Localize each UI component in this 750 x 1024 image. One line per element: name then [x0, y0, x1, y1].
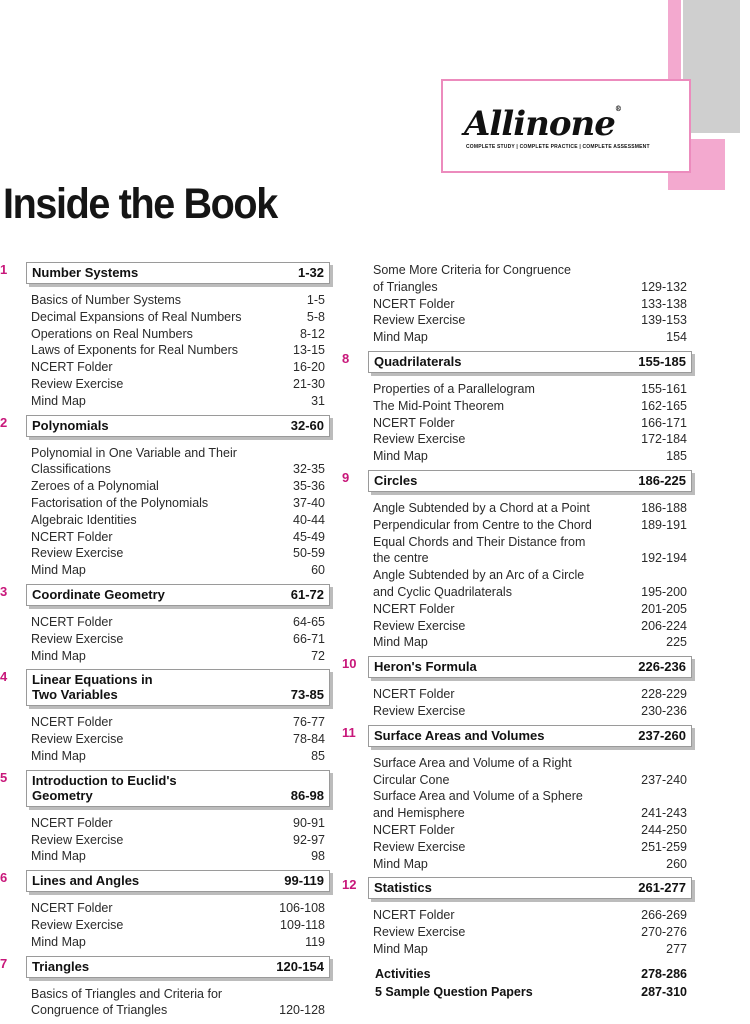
topic-row — [373, 415, 692, 432]
topic-label: Angle Subtended by an Arc of a Circle and Cyclic Quadrilaterals — [373, 568, 585, 599]
chapter-block — [342, 877, 692, 962]
topic-row — [31, 342, 330, 359]
topic-label: Algebraic Identities — [31, 512, 137, 527]
chapter-block — [0, 770, 330, 870]
chapter-pages: 226-236 — [638, 659, 686, 675]
topic-label: Review Exercise — [373, 432, 466, 447]
topic-pages: 37-40 — [293, 495, 325, 510]
page-title: Inside the Book — [3, 180, 277, 228]
topic-label: Mind Map — [373, 449, 428, 464]
topic-row — [373, 941, 692, 958]
topic-label: Properties of a Parallelogram — [373, 381, 535, 396]
topic-pages: 31 — [311, 393, 325, 408]
topic-label: Mind Map — [31, 393, 86, 408]
extra-row — [375, 983, 692, 1001]
topic-pages: 206-224 — [641, 618, 687, 633]
topic-row — [31, 545, 330, 562]
chapter-number: 2 — [0, 414, 8, 430]
topic-pages: 186-188 — [641, 500, 687, 515]
chapter-block — [0, 584, 330, 669]
topic-row — [373, 601, 692, 618]
chapter-block — [0, 262, 330, 415]
topic-row — [373, 788, 692, 822]
chapter-block — [0, 669, 330, 769]
chapter-number: 8 — [342, 350, 350, 366]
topic-row — [31, 359, 330, 376]
topic-row — [373, 924, 692, 941]
extra-pages: 287-310 — [641, 984, 687, 999]
topic-row — [31, 309, 330, 326]
topic-label: Mind Map — [31, 648, 86, 663]
topic-row — [31, 900, 330, 917]
topic-row — [31, 614, 330, 631]
topic-label: Mind Map — [373, 856, 428, 871]
topic-row — [373, 381, 692, 398]
chapter-block — [342, 470, 692, 656]
topic-list — [373, 899, 692, 962]
topic-pages: 32-35 — [293, 462, 325, 477]
topic-label: The Mid-Point Theorem — [373, 398, 505, 413]
chapter-pages: 237-260 — [638, 727, 686, 743]
topic-label: Basics of Number Systems — [31, 293, 182, 307]
topic-pages: 155-161 — [641, 381, 687, 396]
extra-label: Activities — [375, 966, 431, 981]
topic-label: Mind Map — [373, 635, 428, 650]
topic-pages: 98 — [311, 849, 325, 864]
topic-label: NCERT Folder — [31, 529, 113, 544]
topic-row — [31, 529, 330, 546]
contents-left-column — [0, 262, 330, 1024]
topic-list — [31, 606, 330, 669]
topic-pages: 50-59 — [293, 546, 325, 561]
topic-row — [31, 731, 330, 748]
topic-list — [373, 678, 692, 725]
decorative-grey-block — [683, 0, 740, 133]
topic-row — [373, 329, 692, 346]
topic-label: NCERT Folder — [373, 415, 455, 430]
brand-tagline: COMPLETE STUDY | COMPLETE PRACTICE | COMPLETE ASSESSMENT — [466, 144, 650, 150]
topic-label: Mind Map — [31, 849, 86, 864]
topic-row — [373, 500, 692, 517]
topic-row — [373, 839, 692, 856]
chapter-heading — [26, 870, 330, 892]
topic-pages: 92-97 — [293, 832, 325, 847]
topic-pages: 85 — [311, 748, 325, 763]
chapter-heading — [368, 725, 692, 747]
topic-pages: 78-84 — [293, 732, 325, 747]
topic-label: Review Exercise — [373, 618, 466, 633]
topic-label: NCERT Folder — [373, 687, 455, 702]
chapter-number: 6 — [0, 870, 8, 886]
topic-label: Review Exercise — [31, 732, 124, 747]
topic-row — [31, 648, 330, 665]
topic-row — [373, 296, 692, 313]
topic-label: Review Exercise — [31, 376, 124, 391]
topic-row — [31, 512, 330, 529]
topic-pages: 72 — [311, 648, 325, 663]
topic-row — [373, 856, 692, 873]
topic-label: Equal Chords and Their Distance from the centre — [373, 534, 586, 566]
topic-pages: 21-30 — [293, 376, 325, 391]
chapter-heading — [26, 415, 330, 437]
topic-pages: 237-240 — [641, 772, 687, 787]
topic-pages: 60 — [311, 563, 325, 578]
topic-row — [373, 312, 692, 329]
topic-label: Decimal Expansions of Real Numbers — [31, 309, 242, 324]
topic-label: NCERT Folder — [373, 908, 455, 923]
topic-label: Review Exercise — [373, 925, 466, 940]
topic-row — [373, 686, 692, 703]
topic-pages: 154 — [666, 330, 687, 345]
topic-label: NCERT Folder — [31, 901, 113, 916]
topic-pages: 201-205 — [641, 601, 687, 616]
chapter-number: 9 — [342, 469, 350, 485]
topic-pages: 241-243 — [641, 806, 687, 821]
topic-pages: 120-128 — [279, 1003, 325, 1018]
extra-row — [375, 965, 692, 983]
chapter-number: 5 — [0, 769, 8, 785]
topic-pages: 230-236 — [641, 703, 687, 718]
topic-label: NCERT Folder — [31, 715, 113, 730]
topic-row — [31, 631, 330, 648]
chapter-pages: 86-98 — [290, 787, 324, 803]
brand-logo — [464, 104, 621, 144]
topic-label: NCERT Folder — [31, 360, 113, 375]
topic-label: Review Exercise — [373, 313, 466, 328]
chapter-pages: 99-119 — [284, 873, 324, 889]
topic-label: Laws of Exponents for Real Numbers — [31, 343, 239, 358]
chapter-number: 11 — [342, 724, 356, 740]
chapter-title: Introduction to Euclid's Geometry — [32, 772, 177, 803]
chapter-heading — [368, 351, 692, 373]
chapter-pages: 155-185 — [638, 353, 686, 369]
topic-list — [31, 284, 330, 415]
topic-pages: 251-259 — [641, 839, 687, 854]
topic-row — [373, 398, 692, 415]
chapter-pages: 73-85 — [290, 687, 324, 703]
topic-pages: 13-15 — [293, 343, 325, 358]
chapter-block — [0, 870, 330, 955]
chapter-title: Polynomials — [32, 417, 109, 433]
topic-label: Basics of Triangles and Criteria for Congruence of Triangles — [31, 986, 223, 1018]
topic-list — [373, 492, 692, 656]
topic-row — [31, 326, 330, 343]
topic-pages: 109-118 — [280, 917, 325, 932]
chapter-number: 7 — [0, 955, 8, 971]
topic-list — [373, 747, 692, 878]
topic-label: Angle Subtended by a Chord at a Point — [373, 500, 590, 515]
topic-label: Zeroes of a Polynomial — [31, 479, 159, 494]
topic-row — [373, 517, 692, 534]
topic-pages: 90-91 — [293, 815, 325, 830]
topic-pages: 260 — [666, 856, 687, 871]
topic-row — [31, 848, 330, 865]
chapter-pages: 261-277 — [638, 880, 686, 896]
topic-row — [373, 431, 692, 448]
topic-label: Review Exercise — [31, 631, 124, 646]
topic-pages: 266-269 — [641, 908, 687, 923]
chapter-title: Coordinate Geometry — [32, 586, 165, 602]
chapter-title: Statistics — [374, 880, 432, 896]
topic-row — [31, 832, 330, 849]
topic-pages: 185 — [666, 449, 687, 464]
topic-row — [31, 917, 330, 934]
topic-row — [373, 822, 692, 839]
topic-pages: 119 — [305, 934, 325, 949]
chapter-pages: 120-154 — [276, 958, 324, 974]
topic-pages: 270-276 — [641, 925, 687, 940]
topic-label: Review Exercise — [31, 832, 124, 847]
topic-pages: 189-191 — [641, 517, 687, 532]
chapter-pages: 32-60 — [290, 417, 324, 433]
chapter-heading — [368, 656, 692, 678]
topic-pages: 129-132 — [641, 279, 687, 294]
topic-pages: 166-171 — [641, 415, 687, 430]
topic-row — [373, 262, 692, 296]
topic-pages: 192-194 — [641, 551, 687, 566]
topic-row — [373, 703, 692, 720]
topic-label: NCERT Folder — [31, 614, 113, 629]
topic-list — [373, 373, 692, 470]
topic-row — [373, 755, 692, 789]
topic-list — [31, 892, 330, 955]
chapter-pages: 61-72 — [290, 586, 324, 602]
topic-row — [373, 634, 692, 651]
topic-label: Mind Map — [373, 941, 428, 956]
topic-pages: 35-36 — [293, 479, 325, 494]
chapter-number: 3 — [0, 583, 8, 599]
chapter-title: Quadrilaterals — [374, 353, 462, 369]
topic-row — [373, 907, 692, 924]
topic-label: Mind Map — [31, 563, 86, 578]
topic-label: Mind Map — [31, 748, 86, 763]
topic-label: Mind Map — [31, 934, 86, 949]
chapter-block — [0, 415, 330, 584]
topic-pages: 162-165 — [641, 398, 687, 413]
chapter-block — [342, 351, 692, 470]
chapter-title: Surface Areas and Volumes — [374, 727, 545, 743]
topic-pages: 1-5 — [306, 293, 325, 307]
topic-label: NCERT Folder — [31, 815, 113, 830]
topic-pages: 40-44 — [293, 512, 325, 527]
topic-pages: 172-184 — [641, 432, 687, 447]
chapter-pages: 186-225 — [638, 472, 686, 488]
topic-pages: 225 — [666, 635, 687, 650]
contents-right-column — [342, 262, 692, 1001]
topic-pages: 228-229 — [641, 687, 687, 702]
registered-mark: ® — [614, 104, 621, 113]
topic-list — [31, 807, 330, 870]
chapter-number: 1 — [0, 262, 8, 277]
topic-row — [31, 714, 330, 731]
chapter-heading — [26, 956, 330, 978]
topic-row — [31, 445, 330, 479]
chapter-title: Triangles — [32, 958, 90, 974]
topic-pages: 8-12 — [299, 326, 325, 341]
topic-label: Some More Criteria for Congruence of Triangles — [373, 263, 571, 294]
topic-row — [31, 393, 330, 410]
topic-pages: 16-20 — [293, 360, 325, 375]
topic-row — [31, 934, 330, 951]
chapter-block — [0, 956, 330, 1024]
topic-pages: 5-8 — [306, 309, 325, 324]
chapter-heading — [368, 470, 692, 492]
chapter-number: 4 — [0, 669, 8, 685]
topic-label: Review Exercise — [31, 546, 124, 561]
topic-pages: 64-65 — [293, 614, 325, 629]
topic-label: NCERT Folder — [373, 296, 455, 311]
topic-label: Operations on Real Numbers — [31, 326, 193, 341]
topic-label: Review Exercise — [373, 703, 466, 718]
topic-pages: 195-200 — [641, 584, 687, 599]
topic-row — [31, 376, 330, 393]
topic-row — [31, 748, 330, 765]
chapter-heading — [368, 877, 692, 899]
topic-row — [373, 618, 692, 635]
topic-label: Perpendicular from Centre to the Chord — [373, 517, 592, 532]
chapter-number: 10 — [342, 656, 357, 672]
chapter-title: Heron's Formula — [374, 659, 477, 675]
brand-name: Allinone — [464, 104, 615, 144]
topic-pages: 244-250 — [641, 822, 687, 837]
extras-list — [375, 965, 692, 1001]
topic-row — [31, 495, 330, 512]
chapter-block — [342, 656, 692, 725]
topic-pages: 45-49 — [293, 529, 325, 544]
topic-pages: 139-153 — [641, 313, 687, 328]
topic-pages: 106-108 — [279, 901, 325, 916]
chapter-block — [342, 725, 692, 878]
topic-label: Polynomial in One Variable and Their Classifications — [31, 445, 237, 477]
topic-row — [373, 448, 692, 465]
chapter-heading — [26, 770, 330, 807]
chapter-title: Linear Equations in Two Variables — [32, 672, 153, 703]
topic-row — [31, 562, 330, 579]
topic-list — [31, 706, 330, 769]
topic-label: Review Exercise — [31, 917, 124, 932]
topic-label: Factorisation of the Polynomials — [31, 495, 209, 510]
extra-label: 5 Sample Question Papers — [375, 984, 533, 999]
topic-label: Surface Area and Volume of a Sphere and Hemisphere — [373, 789, 583, 821]
chapter-heading — [26, 669, 330, 706]
topic-label: Surface Area and Volume of a Right Circular Cone — [373, 755, 572, 787]
topic-pages: 76-77 — [293, 715, 325, 730]
topic-row — [31, 292, 330, 309]
topic-label: NCERT Folder — [373, 601, 455, 616]
topic-row — [31, 478, 330, 495]
topic-pages: 66-71 — [293, 631, 325, 646]
chapter-title: Lines and Angles — [32, 873, 140, 889]
topic-pages: 133-138 — [641, 296, 687, 311]
chapter-heading — [26, 584, 330, 606]
topic-list — [31, 437, 330, 584]
chapter-pages: 1-32 — [297, 265, 324, 280]
chapter-title: Circles — [374, 472, 418, 488]
topic-label: Mind Map — [373, 330, 428, 345]
extra-pages: 278-286 — [641, 966, 687, 981]
topic-list — [31, 978, 330, 1024]
topic-pages: 277 — [666, 941, 687, 956]
topic-row — [373, 534, 692, 568]
topic-list — [373, 262, 692, 351]
chapter-number: 12 — [342, 877, 357, 893]
topic-row — [373, 567, 692, 601]
chapter-heading — [26, 262, 330, 284]
topic-row — [31, 815, 330, 832]
topic-row — [31, 986, 330, 1020]
topic-label: Review Exercise — [373, 839, 466, 854]
topic-label: NCERT Folder — [373, 822, 455, 837]
chapter-title: Number Systems — [32, 265, 139, 280]
